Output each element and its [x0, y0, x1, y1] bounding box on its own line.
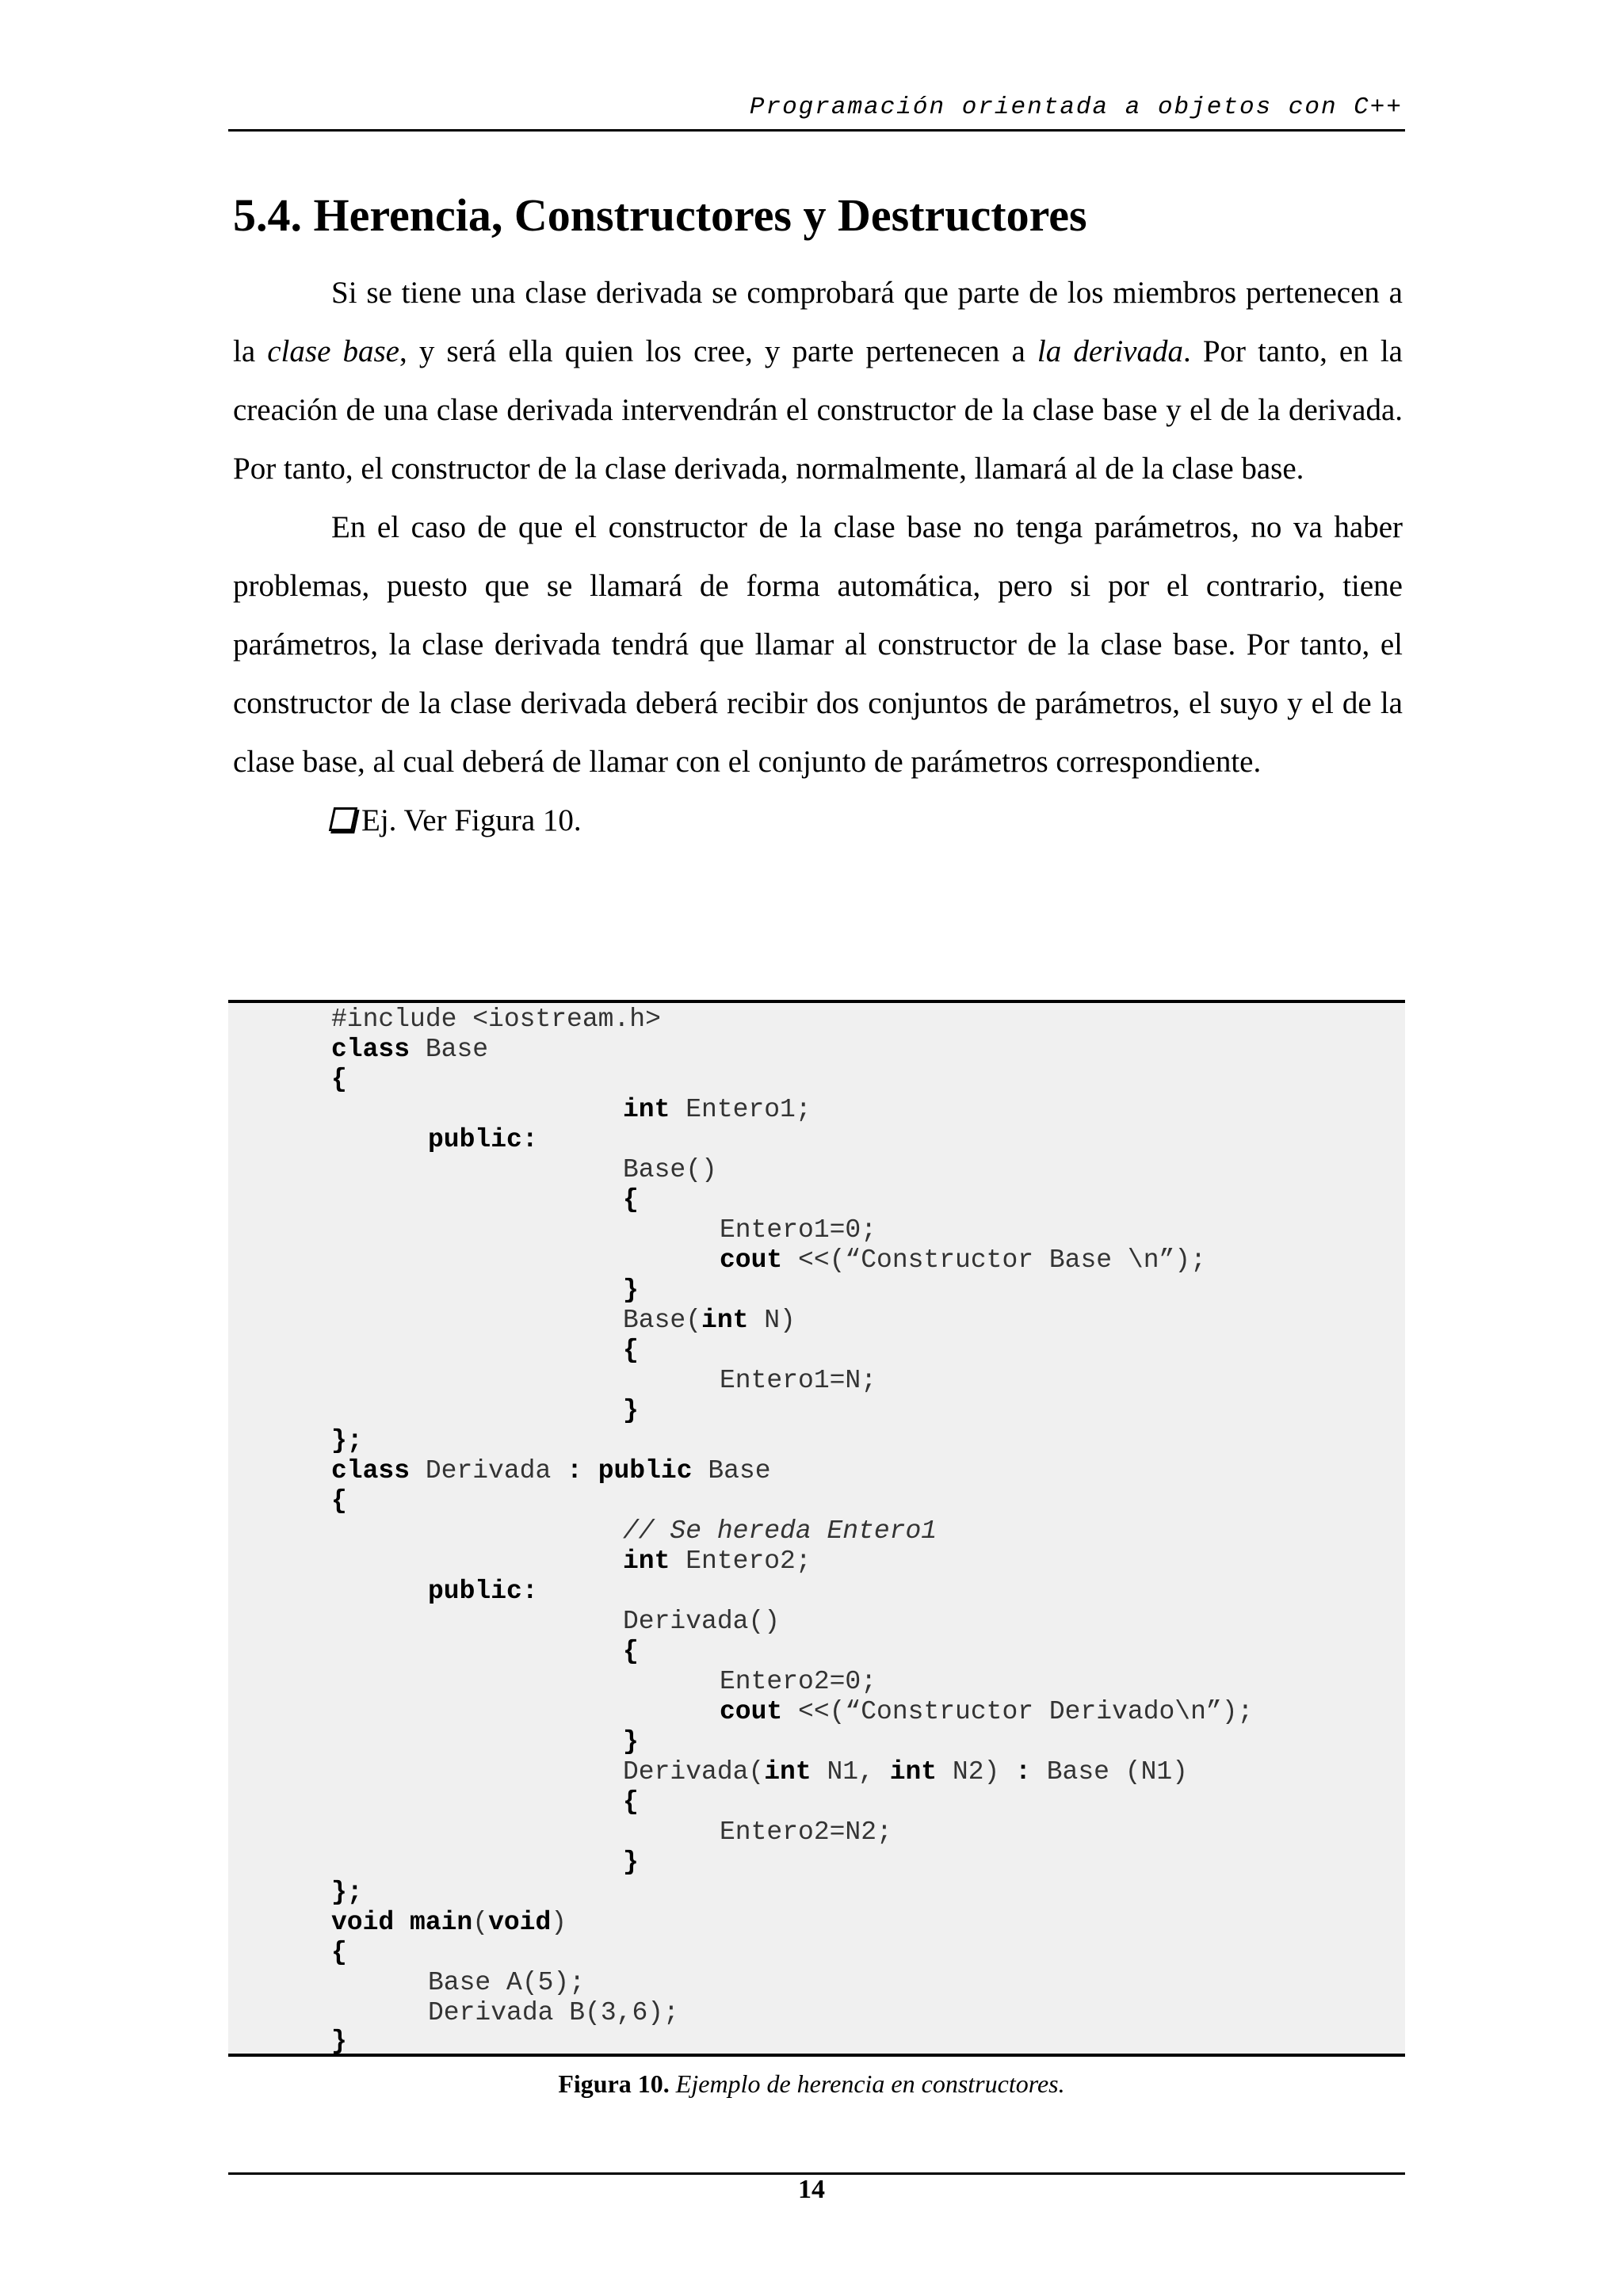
code-line: cout <<(“Constructor Derivado\n”);	[720, 1697, 1254, 1726]
emphasis-clase-base: clase base	[267, 334, 399, 368]
code-line: void main(void)	[331, 1908, 567, 1937]
code-line: };	[331, 1426, 363, 1455]
code-line: int Entero2;	[623, 1547, 812, 1576]
page-number: 14	[798, 2175, 825, 2204]
code-line: {	[623, 1185, 639, 1215]
code-line: }	[623, 1276, 639, 1305]
code-line: {	[623, 1637, 639, 1666]
code-line: }	[623, 1727, 639, 1756]
code-line: {	[331, 1938, 347, 1967]
paragraph-1	[233, 264, 1403, 498]
code-line: class Derivada : public Base	[331, 1456, 771, 1486]
code-line: Derivada()	[623, 1607, 781, 1636]
emphasis-la-derivada: la derivada	[1037, 334, 1183, 368]
code-line: public:	[428, 1577, 538, 1606]
code-listing	[228, 1000, 1405, 2057]
header-rule	[228, 129, 1405, 132]
code-line: // Se hereda Entero1	[623, 1516, 938, 1546]
example-reference-text: Ej. Ver Figura 10.	[361, 803, 582, 837]
code-line: }	[331, 2027, 347, 2056]
code-line: Base()	[623, 1155, 717, 1184]
paragraph-1-part1: Si se tiene una clase derivada se comprobará que parte de los miembros pertenecen a la	[233, 276, 1403, 368]
checkbox-icon	[329, 807, 357, 831]
code-line: Entero1=N;	[720, 1366, 877, 1395]
paragraph-1-part2: , y será ella quien los cree, y parte pertenecen a	[399, 334, 1037, 368]
code-line: Base(int N)	[623, 1306, 796, 1335]
paragraph-1-part3: . Por tanto, en la creación de una clase derivada intervendrán el constructor de la clase base y el de la derivada. Por tanto, el constructor de la clase derivada, normalmente, llamará al de la clase base.	[233, 334, 1403, 486]
code-line: public:	[428, 1125, 538, 1154]
paragraph-2: En el caso de que el constructor de la clase base no tenga parámetros, no va haber problemas, puesto que se llamará de forma automática, pero si por el contrario, tiene parámetros, la clase derivada tendrá que llamar al constructor de la clase base. Por tanto, el constructor de la clase derivada deberá recibir dos conjuntos de parámetros, el suyo y el de la clase base, al cual deberá de llamar con el conjunto de parámetros correspondiente.	[233, 510, 1403, 779]
code-line: Base A(5);	[428, 1968, 586, 1997]
code-line: {	[623, 1336, 639, 1365]
running-header: Programación orientada a objetos con C++	[749, 93, 1403, 121]
caption-text: Ejemplo de herencia en constructores.	[669, 2069, 1065, 2098]
body-text	[233, 264, 1403, 850]
code-line: Entero1=0;	[720, 1215, 877, 1245]
figure-caption	[0, 2069, 1623, 2099]
code-line: Derivada(int N1, int N2) : Base (N1)	[623, 1757, 1188, 1787]
code-line: }	[623, 1848, 639, 1877]
code-line: Entero2=N2;	[720, 1817, 892, 1847]
code-line: }	[623, 1396, 639, 1425]
code-line: #include <iostream.h>	[331, 1005, 661, 1034]
code-line: {	[623, 1787, 639, 1817]
code-line: Derivada B(3,6);	[428, 1998, 679, 2027]
code-line: cout <<(“Constructor Base \n”);	[720, 1245, 1206, 1275]
code-line: };	[331, 1878, 363, 1907]
code-line: int Entero1;	[623, 1095, 812, 1124]
code-line: {	[331, 1065, 347, 1094]
code-line: class Base	[331, 1035, 489, 1064]
section-title: 5.4. Herencia, Constructores y Destructores	[233, 189, 1087, 241]
code-line: Entero2=0;	[720, 1667, 877, 1696]
caption-label: Figura 10.	[558, 2069, 670, 2098]
code-line: {	[331, 1486, 347, 1516]
example-reference	[233, 791, 1403, 850]
